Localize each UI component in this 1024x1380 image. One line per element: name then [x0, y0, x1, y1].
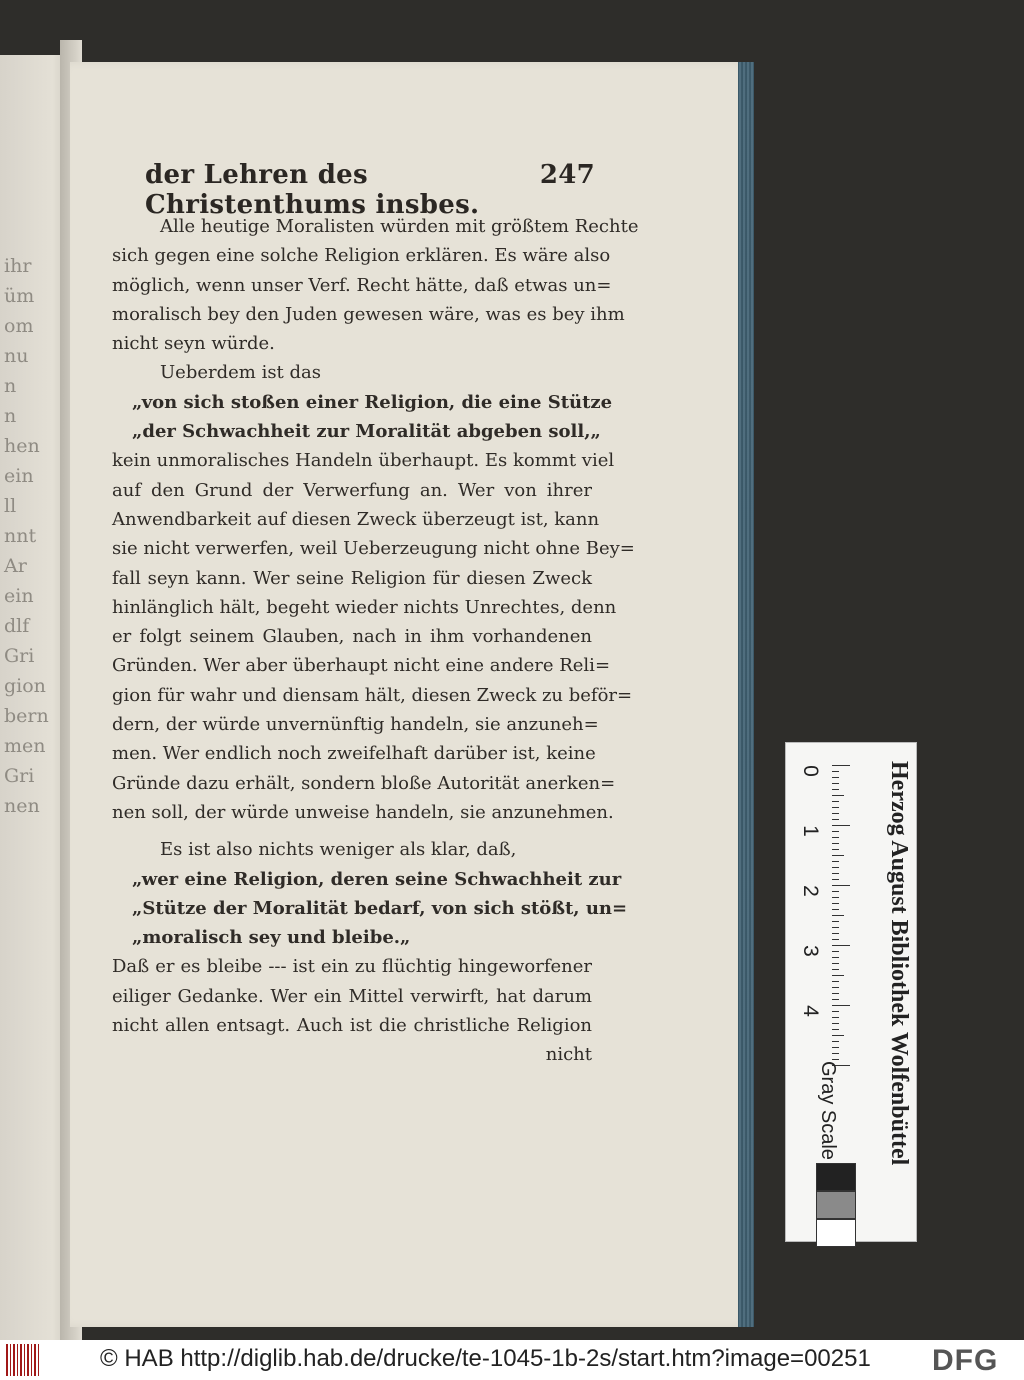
ruler-tick: [832, 765, 850, 766]
ruler-tick: [832, 933, 839, 934]
ruler-tick: [832, 771, 839, 772]
ruler-tick: [832, 873, 839, 874]
left-page-fragment: bern: [4, 705, 49, 727]
text-line: kein unmoralisches Handeln überhaupt. Es kommt viel: [112, 450, 615, 472]
ruler-tick: [832, 831, 839, 832]
ruler-tick: [832, 897, 839, 898]
ruler-tick: [832, 783, 839, 784]
text-line: er folgt seinem Glauben, nach in ihm vorhandenen: [112, 626, 592, 648]
ruler-tick: [832, 921, 839, 922]
page-body: [112, 212, 639, 1070]
text-line: Ueberdem ist das: [160, 362, 322, 384]
ruler-tick: [832, 777, 839, 778]
left-page-fragment: üm: [4, 285, 35, 307]
text-line: hinlänglich hält, begeht wieder nichts Unrechtes, denn: [112, 596, 617, 618]
running-title: der Lehren des Christenthums insbes.: [145, 160, 480, 220]
ruler-tick: [832, 861, 839, 862]
ruler-number: 1: [798, 825, 822, 837]
left-page-fragment: gion: [4, 675, 46, 697]
footer-bar: [0, 1340, 1024, 1380]
left-page-fragment: om: [4, 315, 34, 337]
ruler-tick: [832, 813, 839, 814]
ruler-tick: [832, 879, 839, 880]
text-line: Gründen. Wer aber überhaupt nicht eine andere Reli=: [112, 655, 611, 677]
left-page-fragment: ein: [4, 585, 34, 607]
left-page-fragment: Gri: [4, 645, 35, 667]
ruler-tick: [832, 909, 839, 910]
ruler-tick: [832, 999, 839, 1000]
gray-swatch-dark: [816, 1163, 856, 1191]
quote-line: „moralisch sey und bleibe.„: [132, 927, 411, 949]
ruler-tick: [832, 975, 844, 976]
ruler-tick: [832, 987, 839, 988]
ruler-tick: [832, 957, 839, 958]
text-line: nicht allen entsagt. Auch ist die christliche Religion: [112, 1015, 592, 1037]
ruler-tick: [832, 1041, 839, 1042]
ruler-tick: [832, 969, 839, 970]
ruler-tick: [832, 963, 839, 964]
ruler-tick: [832, 939, 839, 940]
ruler-tick: [832, 855, 844, 856]
ruler-tick: [832, 951, 839, 952]
ruler-tick: [832, 1005, 850, 1006]
ruler-tick: [832, 1047, 839, 1048]
ruler-tick: [832, 1023, 839, 1024]
ruler-tick: [832, 1029, 839, 1030]
catchword: nicht: [545, 1044, 592, 1066]
text-line: moralisch bey den Juden gewesen wäre, was es bey ihm: [112, 303, 625, 325]
left-page-fragment: n: [4, 375, 17, 397]
ruler-tick: [832, 891, 839, 892]
text-line: eiliger Gedanke. Wer ein Mittel verwirft, hat darum: [112, 985, 592, 1007]
ruler-number: 0: [798, 765, 822, 777]
left-page-fragment: ihr: [4, 255, 32, 277]
ruler-tick: [832, 1053, 839, 1054]
quote-line: „von sich stoßen einer Religion, die eine Stütze: [132, 391, 613, 413]
text-line: Alle heutige Moralisten würden mit größtem Rechte: [160, 216, 639, 237]
running-header: [145, 160, 595, 220]
left-page-fragment: men: [4, 735, 46, 757]
ruler-number: 4: [798, 1005, 822, 1017]
left-page-fragment: ein: [4, 465, 34, 487]
ruler-tick: [832, 927, 839, 928]
left-page-fragment: dlf: [4, 615, 30, 637]
left-page-fragment: hen: [4, 435, 40, 457]
dfg-logo: DFG: [932, 1344, 999, 1377]
ruler-tick: [832, 837, 839, 838]
text-line: Es ist also nichts weniger als klar, daß,: [160, 839, 517, 861]
ruler-tick: [832, 819, 839, 820]
gray-scale-swatches: [816, 1163, 856, 1247]
ruler-tick: [832, 945, 850, 946]
ruler-tick: [832, 1011, 839, 1012]
ruler-tick: [832, 867, 839, 868]
ruler-tick: [832, 903, 839, 904]
page-number: 247: [539, 160, 595, 190]
text-line: Anwendbarkeit auf diesen Zweck überzeugt ist, kann: [112, 508, 600, 530]
text-line: men. Wer endlich noch zweifelhaft darüber ist, keine: [112, 743, 596, 765]
library-name: Herzog August Bibliothek Wolfenbüttel: [886, 761, 912, 1166]
ruler-tick: [832, 795, 844, 796]
ruler-number: 3: [798, 945, 822, 957]
quote-line: „der Schwachheit zur Moralität abgeben soll,„: [132, 421, 601, 443]
text-line: sich gegen eine solche Religion erklären. Es wäre also: [112, 245, 611, 267]
left-page-fragment: Ar: [4, 555, 27, 577]
page-edge: [738, 62, 754, 1327]
ruler-tick: [832, 981, 839, 982]
text-line: auf den Grund der Verwerfung an. Wer von ihrer: [112, 479, 592, 501]
footer-credit: © HAB http://diglib.hab.de/drucke/te-1045-1b-2s/start.htm?image=00251: [100, 1345, 871, 1372]
ruler-tick: [832, 1017, 839, 1018]
ruler-tick: [832, 1035, 844, 1036]
text-line: nicht seyn würde.: [112, 333, 275, 355]
text-line: dern, der würde unvernünftig handeln, sie anzuneh=: [112, 714, 599, 736]
text-line: sie nicht verwerfen, weil Ueberzeugung nicht ohne Bey=: [112, 538, 635, 560]
ruler-tick: [832, 825, 850, 826]
ruler-tick: [832, 993, 839, 994]
text-line: fall seyn kann. Wer seine Religion für diesen Zweck: [112, 567, 592, 589]
ruler-tick: [832, 789, 839, 790]
left-page-fragment: nu: [4, 345, 29, 367]
text-line: Daß er es bleibe --- ist ein zu flüchtig hingeworfener: [112, 956, 592, 978]
text-line: nen soll, der würde unweise handeln, sie anzunehmen.: [112, 801, 614, 823]
left-page-fragment: nen: [4, 795, 40, 817]
gray-scale-label: Gray Scale: [817, 1061, 839, 1160]
ruler-tick: [832, 807, 839, 808]
ruler-tick: [832, 801, 839, 802]
ruler-tick: [832, 1059, 839, 1060]
text-line: gion für wahr und diensam hält, diesen Zweck zu beför=: [112, 684, 633, 706]
text-line: Gründe dazu erhält, sondern bloße Autorität anerken=: [112, 772, 616, 794]
left-page-fragment: Gri: [4, 765, 35, 787]
ruler-tick: [832, 915, 844, 916]
hab-logo-icon: [6, 1344, 40, 1376]
gray-swatch-mid: [816, 1191, 856, 1219]
left-page-fragment: nnt: [4, 525, 37, 547]
ruler-scale: [794, 753, 850, 1053]
scale-ruler: [785, 742, 917, 1242]
gray-swatch-light: [816, 1219, 856, 1247]
left-page-fragment: ll: [4, 495, 17, 517]
ruler-tick: [832, 843, 839, 844]
text-line: möglich, wenn unser Verf. Recht hätte, daß etwas un=: [112, 274, 612, 296]
left-page-fragment: n: [4, 405, 17, 427]
quote-line: „wer eine Religion, deren seine Schwachheit zur: [132, 868, 622, 890]
ruler-tick: [832, 849, 839, 850]
ruler-tick: [832, 885, 850, 886]
quote-line: „Stütze der Moralität bedarf, von sich stößt, un=: [132, 897, 628, 919]
ruler-number: 2: [798, 885, 822, 897]
